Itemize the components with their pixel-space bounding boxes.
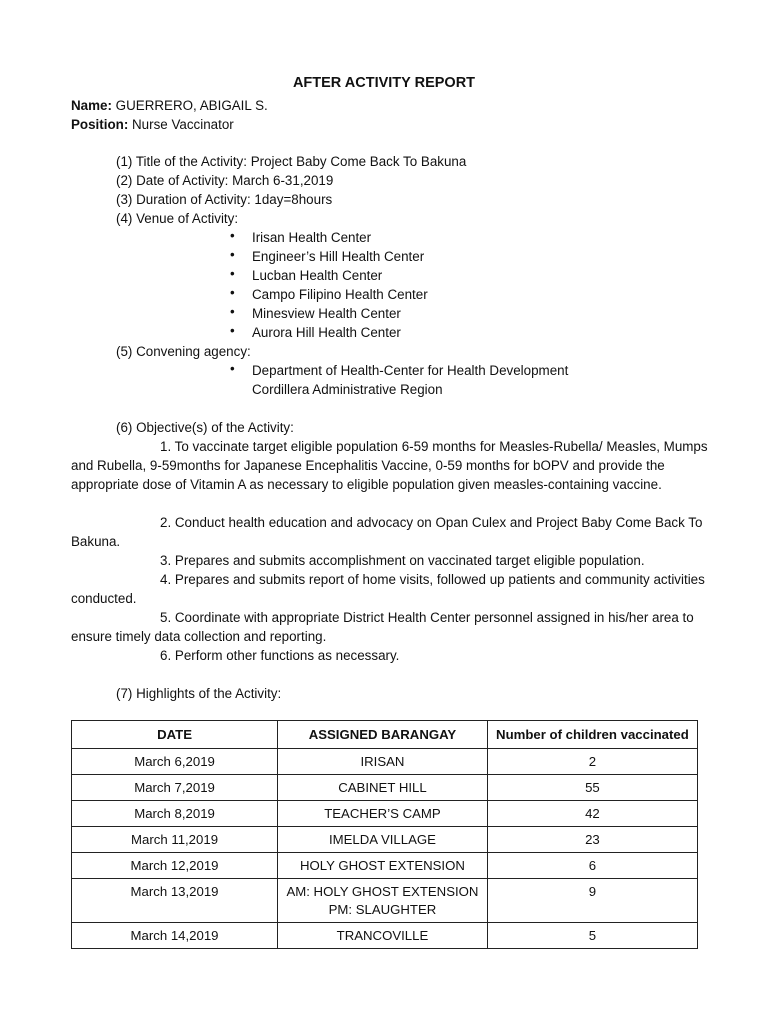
cell-date: March 8,2019	[72, 801, 278, 827]
name-value: GUERRERO, ABIGAIL S.	[115, 98, 268, 113]
column-header-count: Number of children vaccinated	[487, 721, 697, 749]
objective-item	[71, 437, 711, 494]
cell-barangay	[278, 879, 488, 923]
cell-barangay: HOLY GHOST EXTENSION	[278, 853, 488, 879]
name-label: Name:	[71, 98, 112, 113]
objective-item	[71, 646, 711, 665]
venue-text: Engineer’s Hill Health Center	[252, 249, 425, 264]
convening-heading: (5) Convening agency:	[116, 344, 251, 359]
table-row	[72, 775, 698, 801]
column-header-barangay: ASSIGNED BARANGAY	[278, 721, 488, 749]
bullet-icon: •	[230, 323, 235, 338]
objective-text: 4. Prepares and submits report of home visits, followed up patients and community activities conducted.	[71, 572, 705, 606]
name-line	[71, 96, 268, 115]
objective-text: 5. Coordinate with appropriate District Health Center personnel assigned in his/her area to ensure timely data collection and reporting.	[71, 610, 694, 644]
objectives-heading: (6) Objective(s) of the Activity:	[116, 420, 294, 435]
cell-count: 6	[487, 853, 697, 879]
table-row	[72, 749, 698, 775]
venue-text: Minesview Health Center	[252, 306, 401, 321]
position-line	[71, 115, 234, 134]
bullet-icon: •	[230, 266, 235, 281]
objective-item	[71, 608, 711, 646]
cell-date: March 7,2019	[72, 775, 278, 801]
activity-title-line: (1) Title of the Activity: Project Baby Come Back To Bakuna	[116, 154, 467, 169]
cell-barangay: IMELDA VILLAGE	[278, 827, 488, 853]
cell-date: March 11,2019	[72, 827, 278, 853]
convening-text-line2: Cordillera Administrative Region	[252, 382, 443, 397]
report-title: AFTER ACTIVITY REPORT	[292, 75, 476, 91]
position-label: Position:	[71, 117, 129, 132]
activity-date-line: (2) Date of Activity: March 6-31,2019	[116, 173, 334, 188]
cell-date: March 12,2019	[72, 853, 278, 879]
cell-barangay: CABINET HILL	[278, 775, 488, 801]
bullet-icon: •	[230, 247, 235, 262]
cell-date: March 6,2019	[72, 749, 278, 775]
convening-text-line1: Department of Health-Center for Health Development	[252, 363, 569, 378]
table-row	[72, 923, 698, 949]
cell-count: 55	[487, 775, 697, 801]
highlights-table	[71, 720, 698, 949]
bullet-icon: •	[230, 285, 235, 300]
objective-text: 1. To vaccinate target eligible population 6-59 months for Measles-Rubella/ Measles, Mumps and Rubella, 9-59months for Japanese Encephalitis Vaccine, 0-59 months for bOPV and provide the appropriate dose of Vitamin A as necessary to eligible population given measles-containing vaccine.	[71, 439, 708, 492]
cell-count: 2	[487, 749, 697, 775]
cell-barangay: IRISAN	[278, 749, 488, 775]
bullet-icon: •	[230, 228, 235, 243]
table-row	[72, 827, 698, 853]
cell-date: March 14,2019	[72, 923, 278, 949]
cell-date: March 13,2019	[72, 879, 278, 923]
objective-item	[71, 513, 711, 551]
objective-text: 6. Perform other functions as necessary.	[160, 648, 400, 663]
cell-count: 42	[487, 801, 697, 827]
table-row	[72, 801, 698, 827]
activity-duration-line: (3) Duration of Activity: 1day=8hours	[116, 192, 333, 207]
venue-heading: (4) Venue of Activity:	[116, 211, 239, 226]
highlights-heading: (7) Highlights of the Activity:	[116, 686, 282, 701]
cell-barangay-pm: PM: SLAUGHTER	[328, 902, 437, 917]
table-header-row	[72, 721, 698, 749]
objective-text: 2. Conduct health education and advocacy on Opan Culex and Project Baby Come Back To Bakuna.	[71, 515, 703, 549]
venue-text: Irisan Health Center	[252, 230, 372, 245]
position-value: Nurse Vaccinator	[132, 117, 234, 132]
cell-count: 23	[487, 827, 697, 853]
objective-text: 3. Prepares and submits accomplishment on vaccinated target eligible population.	[160, 553, 645, 568]
objective-item	[71, 551, 711, 570]
venue-text: Lucban Health Center	[252, 268, 383, 283]
table-row	[72, 853, 698, 879]
venue-text: Aurora Hill Health Center	[252, 325, 401, 340]
table-row	[72, 879, 698, 923]
cell-barangay: TEACHER’S CAMP	[278, 801, 488, 827]
bullet-icon: •	[230, 361, 235, 376]
cell-count: 9	[487, 879, 697, 923]
cell-barangay-am: AM: HOLY GHOST EXTENSION	[286, 884, 479, 899]
objective-item	[71, 570, 711, 608]
bullet-icon: •	[230, 304, 235, 319]
column-header-date: DATE	[72, 721, 278, 749]
cell-barangay: TRANCOVILLE	[278, 923, 488, 949]
venue-text: Campo Filipino Health Center	[252, 287, 428, 302]
cell-count: 5	[487, 923, 697, 949]
